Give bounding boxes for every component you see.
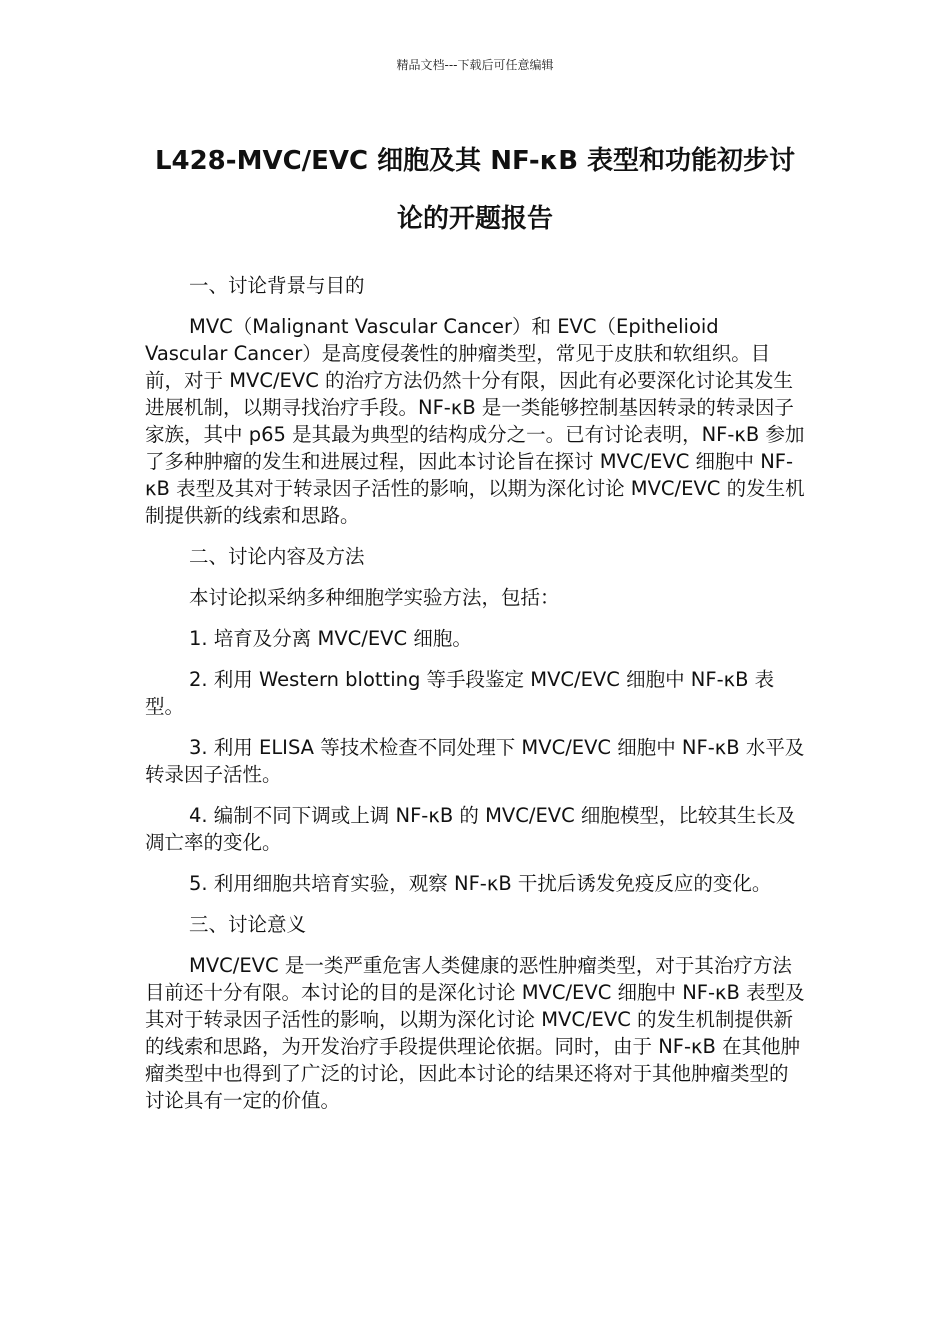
document-title: [145, 132, 805, 248]
method-item-5: 5. 利用细胞共培育实验，观察 NF-κB 干扰后诱发免疫反应的变化。: [189, 872, 772, 895]
header-note: 精品文档---下载后可任意编辑: [396, 58, 554, 72]
section-1-paragraph: MVC（Malignant Vascular Cancer）和 EVC（Epithelioid Vascular Cancer）是高度侵袭性的肿瘤类型，常见于皮肤和软组织。目前，对于 MVC/EVC 的治疗方法仍然十分有限，因此有必要深化讨论其发生进展机制，以期寻找治疗手段。NF-κB 是一类能够控制基因转录的转录因子家族，其中 p65 是其最为典型的结构成分之一。已有讨论表明，NF-κB 参加了多种肿瘤的发生和进展过程，因此本讨论旨在探讨 MVC/EVC 细胞中 NF-κB 表型及其对于转录因子活性的影响，以期为深化讨论 MVC/EVC 的发生机制提供新的线索和思路。: [145, 315, 805, 527]
section-1-heading: 一、讨论背景与目的: [189, 274, 365, 297]
section-2-intro: 本讨论拟采纳多种细胞学实验方法，包括：: [189, 586, 560, 609]
section-3-heading: 三、讨论意义: [189, 913, 307, 936]
title-line-1: L428-MVC/EVC 细胞及其 NF-κB 表型和功能初步讨: [154, 146, 796, 176]
section-3-paragraph: MVC/EVC 是一类严重危害人类健康的恶性肿瘤类型，对于其治疗方法目前还十分有限。本讨论的目的是深化讨论 MVC/EVC 细胞中 NF-κB 表型及其对于转录因子活性的影响，以期为深化讨论 MVC/EVC 的发生机制提供新的线索和思路，为开发治疗手段提供理论依据。同时，由于 NF-κB 在其他肿瘤类型中也得到了广泛的讨论，因此本讨论的结果还将对于其他肿瘤类型的讨论具有一定的价值。: [145, 954, 805, 1112]
method-item-2: 2. 利用 Western blotting 等手段鉴定 MVC/EVC 细胞中 NF-κB 表型。: [145, 668, 775, 718]
method-item-4: 4. 编制不同下调或上调 NF-κB 的 MVC/EVC 细胞模型，比较其生长及凋亡率的变化。: [145, 804, 796, 854]
method-item-1: 1. 培育及分离 MVC/EVC 细胞。: [189, 627, 472, 650]
title-line-2: 论的开题报告: [396, 204, 553, 234]
document-body: [145, 272, 805, 1128]
method-item-3: 3. 利用 ELISA 等技术检查不同处理下 MVC/EVC 细胞中 NF-κB 水平及转录因子活性。: [145, 736, 805, 786]
section-2-heading: 二、讨论内容及方法: [189, 545, 365, 568]
